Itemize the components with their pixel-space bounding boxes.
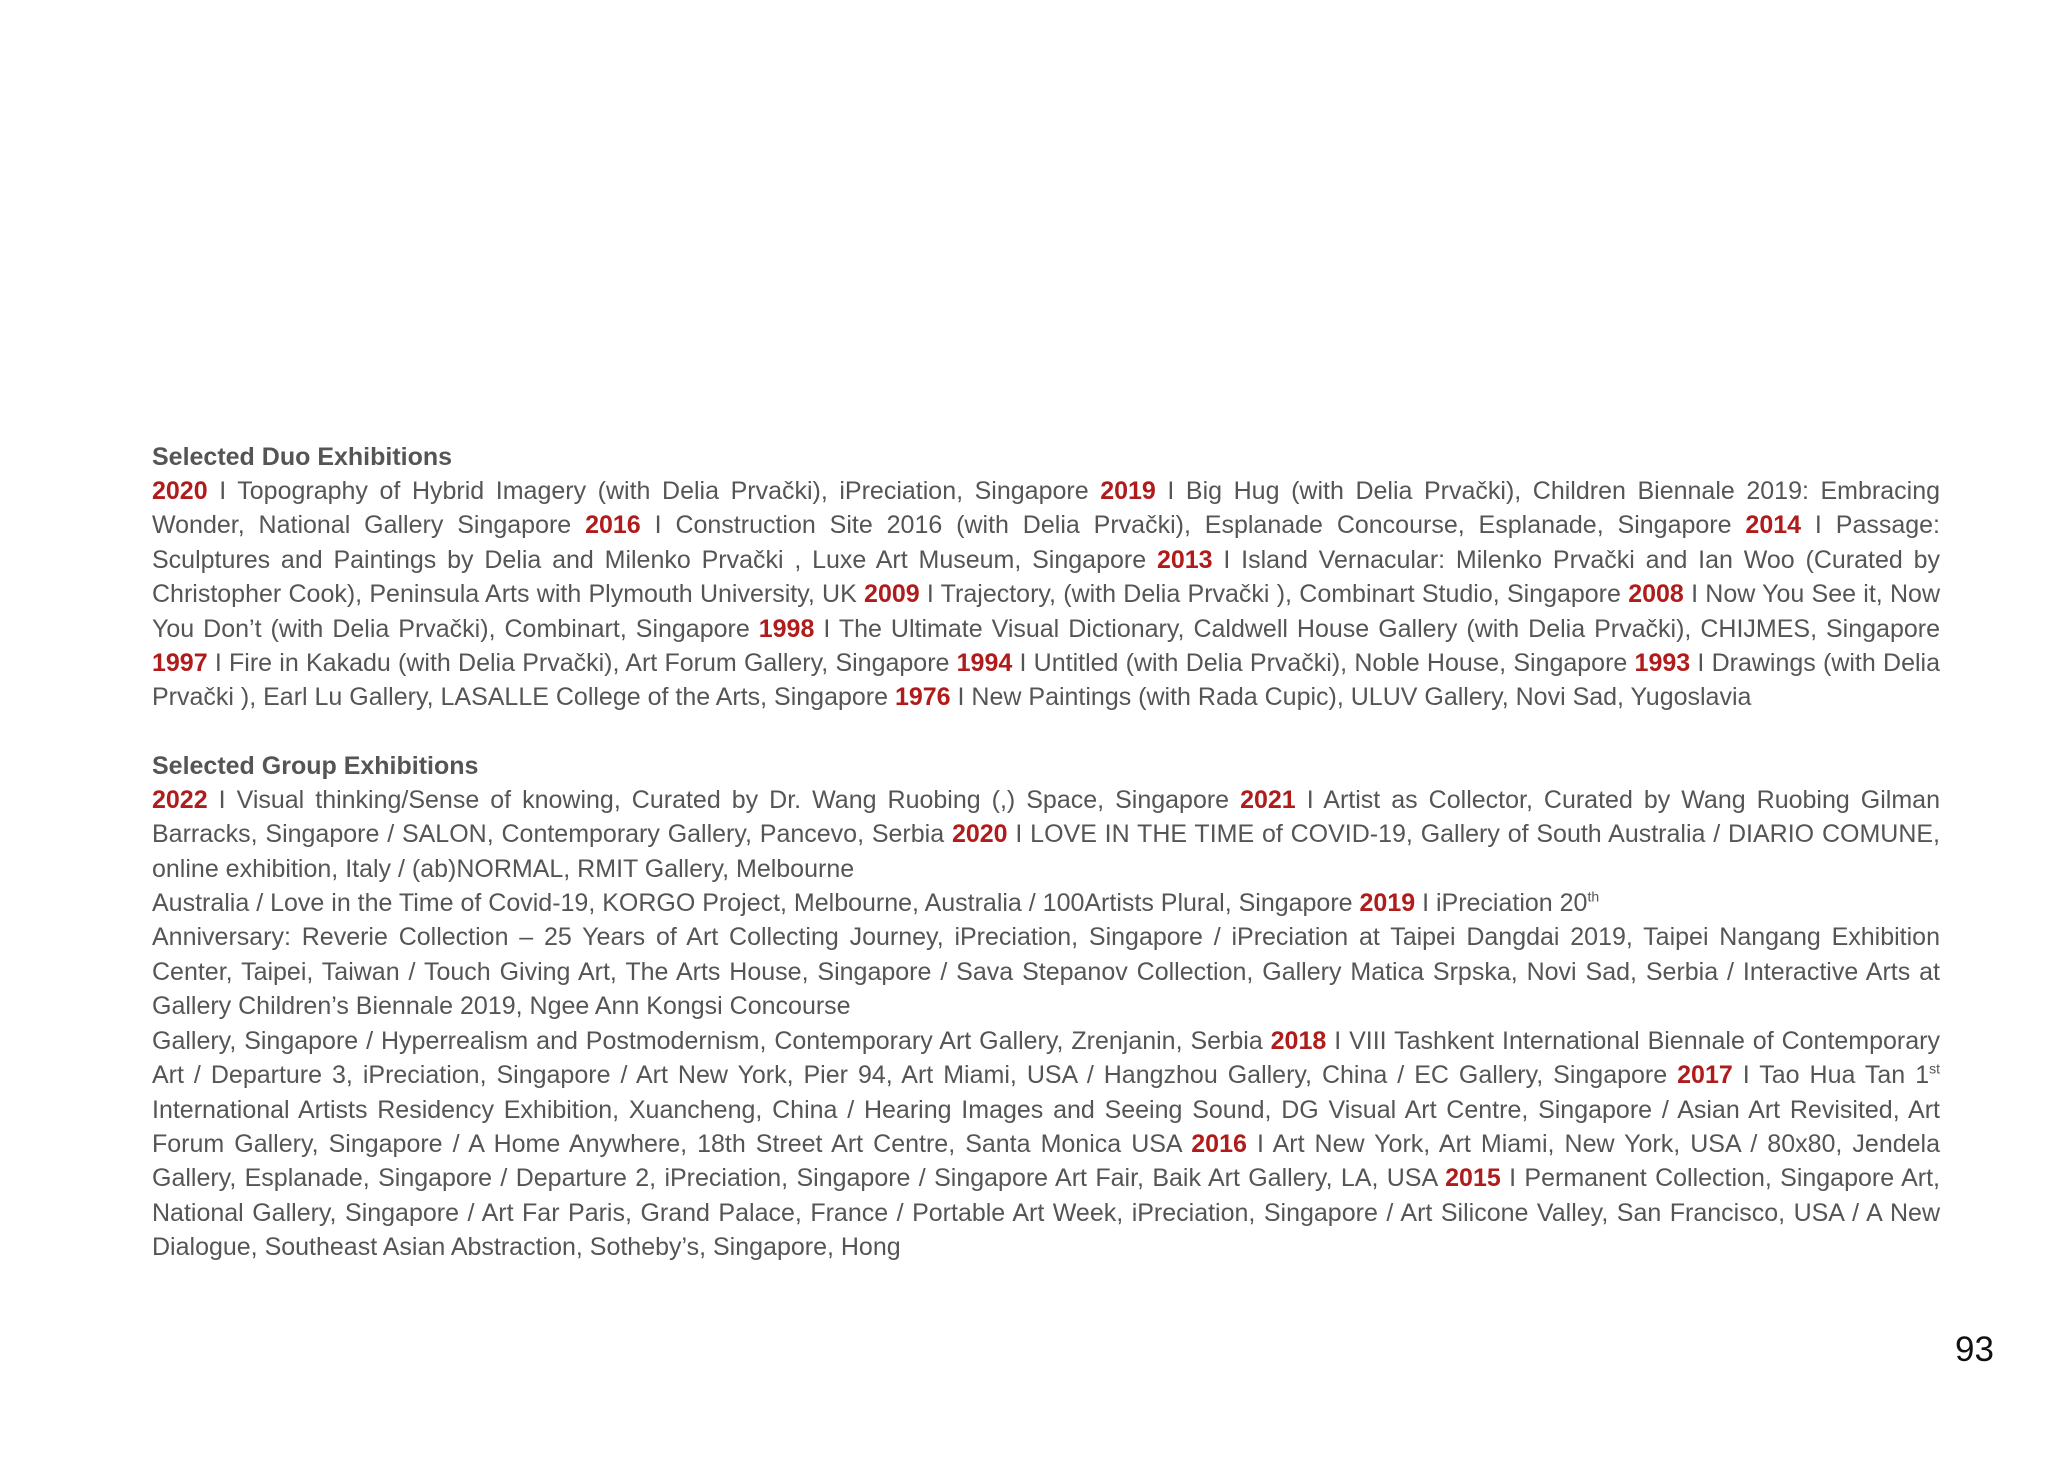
- exhibition-entry: Gallery, Singapore / Hyperrealism and Postmodernism, Contemporary Art Gallery, Zrenjanin, Serbia: [152, 1026, 1271, 1055]
- year-label: 2020: [951, 820, 1008, 849]
- year-label: 2022: [152, 785, 208, 814]
- ordinal-suffix: th: [1587, 888, 1600, 905]
- group-exhibitions-paragraph-4: [152, 1024, 1940, 1265]
- exhibition-entry: Anniversary: Reverie Collection – 25 Years of Art Collecting Journey, iPreciation, Singapore / iPreciation at Taipei Dangdai 2019, Taipei Nangang Exhibition Center, Taipei, Taiwan / Touch Giving Art, The Arts House, Singapore / Sava Stepanov Collection, Gallery Matica Srpska, Novi Sad, Serbia / Interactive Arts at Gallery Children’s Biennale 2019, Ngee Ann Kongsi Concourse: [152, 923, 1940, 1021]
- exhibition-entry: I Art New York, Art Miami, New York, USA / 80x80, Jendela Gallery, Esplanade, Singapore / Departure 2, iPreciation, Singapore / Singapore Art Fair, Baik Art Gallery, LA, USA: [152, 1129, 1940, 1193]
- exhibition-entry: I Big Hug (with Delia Prvački), Children Biennale 2019: Embracing Wonder, National Gallery Singapore: [152, 477, 1941, 540]
- exhibition-entry: I Artist as Collector, Curated by Wang Ruobing Gilman Barracks, Singapore / SALON, Contemporary Gallery, Pancevo, Serbia: [152, 785, 1940, 849]
- year-label: 1993: [1634, 649, 1691, 678]
- exhibition-entry: I Tao Hua Tan 1: [1732, 1061, 1930, 1090]
- exhibition-entry: I New Paintings (with Rada Cupic), ULUV Gallery, Novi Sad, Yugoslavia: [950, 683, 1752, 712]
- exhibition-entry: I Drawings (with Delia Prvački ), Earl Lu Gallery, LASALLE College of the Arts, Singapore: [152, 649, 1940, 712]
- section-spacer: [152, 715, 1940, 749]
- exhibition-entry: I Construction Site 2016 (with Delia Prvački), Esplanade Concourse, Esplanade, Singapore: [640, 511, 1746, 540]
- year-label: 2008: [1628, 580, 1684, 609]
- group-exhibitions-paragraph-1: [152, 783, 1940, 886]
- year-label: 2019: [1359, 889, 1416, 918]
- exhibition-entry: I The Ultimate Visual Dictionary, Caldwell House Gallery (with Delia Prvački), CHIJMES, Singapore: [814, 614, 1940, 643]
- exhibition-entry: Australia / Love in the Time of Covid-19, KORGO Project, Melbourne, Australia / 100Artists Plural, Singapore: [152, 889, 1360, 918]
- exhibition-entry: International Artists Residency Exhibition, Xuancheng, China / Hearing Images and Seeing Sound, DG Visual Art Centre, Singapore / Asian Art Revisited, Art Forum Gallery, Singapore / A Home Anywhere, 18th Street Art Centre, Santa Monica USA: [152, 1095, 1940, 1158]
- group-exhibitions-paragraph-3: [152, 920, 1940, 1023]
- year-label: 2017: [1677, 1061, 1733, 1090]
- exhibition-entry: I LOVE IN THE TIME of COVID-19, Gallery of South Australia / DIARIO COMUNE, online exhibition, Italy / (ab)NORMAL, RMIT Gallery, Melbourne: [152, 820, 1940, 883]
- exhibition-entry: I Trajectory, (with Delia Prvački ), Combinart Studio, Singapore: [919, 580, 1629, 609]
- exhibition-entry: I Island Vernacular: Milenko Prvački and Ian Woo (Curated by Christopher Cook), Peninsula Arts with Plymouth University, UK: [152, 545, 1940, 609]
- group-exhibitions-paragraph-2: [152, 886, 1940, 920]
- year-label: 2009: [864, 580, 920, 609]
- exhibition-entry: I Visual thinking/Sense of knowing, Curated by Dr. Wang Ruobing (,) Space, Singapore: [207, 785, 1241, 814]
- year-label: 1997: [152, 649, 208, 678]
- year-label: 2018: [1270, 1026, 1327, 1055]
- exhibition-entry: I Fire in Kakadu (with Delia Prvački), Art Forum Gallery, Singapore: [207, 649, 957, 678]
- year-label: 2020: [152, 477, 208, 505]
- exhibition-entry: I Permanent Collection, Singapore Art, National Gallery, Singapore / Art Far Paris, Grand Palace, France / Portable Art Week, iPreciation, Singapore / Art Silicone Valley, San Francisco, USA / A New Dialogue, Southeast Asian Abstraction, Sotheby’s, Singapore, Hong: [152, 1164, 1940, 1262]
- exhibition-entry: I Passage: Sculptures and Paintings by Delia and Milenko Prvački , Luxe Art Museum, Singapore: [152, 511, 1941, 574]
- year-label: 2016: [1191, 1129, 1247, 1158]
- year-label: 1998: [758, 614, 815, 643]
- exhibition-entry: I Untitled (with Delia Prvački), Noble House, Singapore: [1012, 649, 1635, 678]
- exhibition-entry: I Now You See it, Now You Don’t (with Delia Prvački), Combinart, Singapore: [152, 580, 1941, 643]
- exhibition-entry: I VIII Tashkent International Biennale of Contemporary Art / Departure 3, iPreciation, Singapore / Art New York, Pier 94, Art Miami, USA / Hangzhou Gallery, China / EC Gallery, Singapore: [152, 1026, 1940, 1090]
- year-label: 2013: [1156, 545, 1213, 574]
- year-label: 2016: [585, 511, 641, 540]
- cv-exhibitions-content: [152, 440, 1940, 1265]
- year-label: 2015: [1445, 1164, 1501, 1193]
- year-label: 1976: [894, 683, 951, 712]
- year-label: 2019: [1100, 477, 1156, 505]
- duo-exhibitions-heading: Selected Duo Exhibitions: [152, 443, 453, 471]
- duo-exhibitions-paragraph: [152, 474, 1940, 715]
- exhibition-entry: I Topography of Hybrid Imagery (with Delia Prvački), iPreciation, Singapore: [207, 477, 1101, 505]
- page-number: 93: [1955, 1330, 1994, 1369]
- exhibition-entry: I iPreciation 20: [1415, 889, 1588, 918]
- group-exhibitions-heading: Selected Group Exhibitions: [152, 751, 479, 780]
- year-label: 2021: [1240, 785, 1296, 814]
- year-label: 1994: [956, 649, 1013, 678]
- year-label: 2014: [1745, 511, 1802, 540]
- ordinal-suffix: st: [1929, 1060, 1940, 1077]
